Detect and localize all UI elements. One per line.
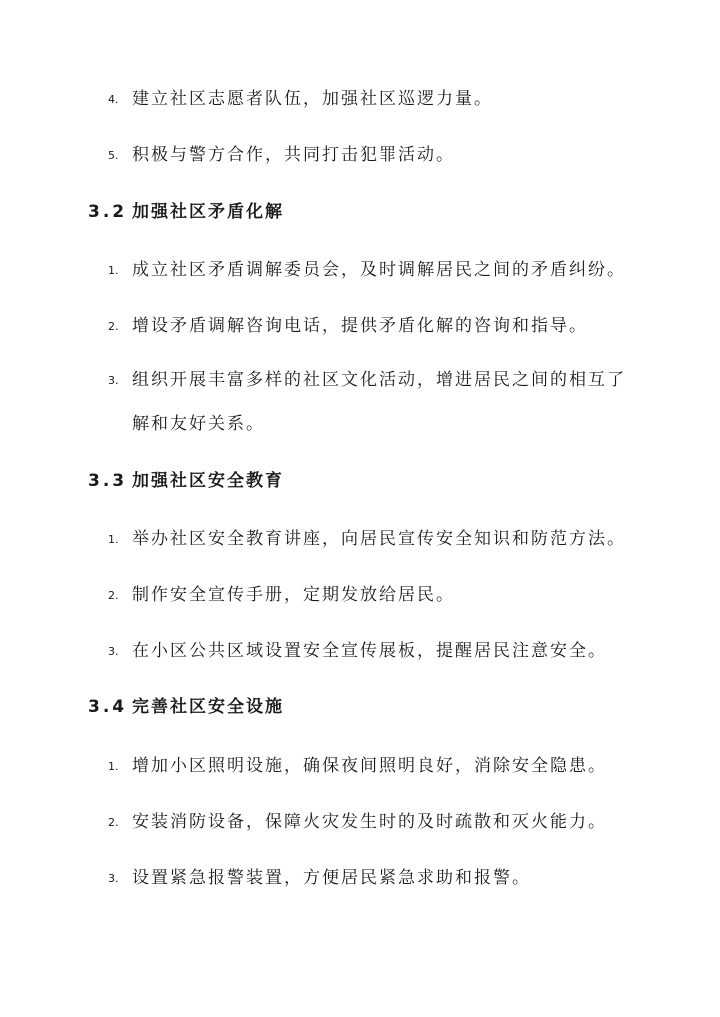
list-item: [108, 758, 668, 775]
list-item-text: 举办社区安全教育讲座，向居民宣传安全知识和防范方法。: [132, 529, 626, 549]
section-heading-3-4: [88, 699, 284, 716]
list-item-number: 2.: [108, 320, 119, 333]
list-item-number: 4.: [108, 93, 119, 106]
list-item-text: 设置紧急报警装置，方便居民紧急求助和报警。: [132, 868, 531, 888]
list-item-text: 增加小区照明设施，确保夜间照明良好，消除安全隐患。: [132, 756, 607, 776]
list-item: [108, 814, 668, 831]
list-item-text: 制作安全宣传手册，定期发放给居民。: [132, 585, 455, 605]
list-item-number: 3.: [108, 645, 119, 658]
list-item-number: 1.: [108, 760, 119, 773]
section-number: 3.3: [88, 471, 128, 491]
list-item-text: 在小区公共区域设置安全宣传展板，提醒居民注意安全。: [132, 641, 607, 661]
list-item-number: 5.: [108, 149, 119, 162]
list-item: [108, 147, 668, 164]
list-item: [108, 643, 668, 660]
list-item-text: 安装消防设备，保障火灾发生时的及时疏散和灭火能力。: [132, 812, 607, 832]
list-item-text: 建立社区志愿者队伍，加强社区巡逻力量。: [132, 89, 493, 109]
list-item: [108, 372, 668, 389]
section-heading-3-3: [88, 473, 284, 490]
section-title: 完善社区安全设施: [132, 697, 284, 717]
list-item-text: 组织开展丰富多样的社区文化活动，增进居民之间的相互了: [132, 370, 626, 390]
list-item-text-continuation: 解和友好关系。: [132, 414, 265, 434]
list-item: [108, 531, 668, 548]
section-number: 3.2: [88, 202, 128, 222]
section-number: 3.4: [88, 697, 128, 717]
list-item-number: 2.: [108, 816, 119, 829]
list-item-number: 3.: [108, 374, 119, 387]
list-item-number: 3.: [108, 872, 119, 885]
list-item-text: 成立社区矛盾调解委员会，及时调解居民之间的矛盾纠纷。: [132, 260, 626, 280]
list-item: [108, 870, 668, 887]
list-item: [108, 318, 668, 335]
list-item: [108, 91, 668, 108]
list-item: [108, 262, 668, 279]
list-item-text: 积极与警方合作，共同打击犯罪活动。: [132, 145, 455, 165]
list-item-text: 增设矛盾调解咨询电话，提供矛盾化解的咨询和指导。: [132, 316, 588, 336]
section-heading-3-2: [88, 204, 284, 221]
section-title: 加强社区安全教育: [132, 471, 284, 491]
list-item-number: 1.: [108, 264, 119, 277]
list-item: [108, 587, 668, 604]
list-item-number: 2.: [108, 589, 119, 602]
list-item-number: 1.: [108, 533, 119, 546]
section-title: 加强社区矛盾化解: [132, 202, 284, 222]
